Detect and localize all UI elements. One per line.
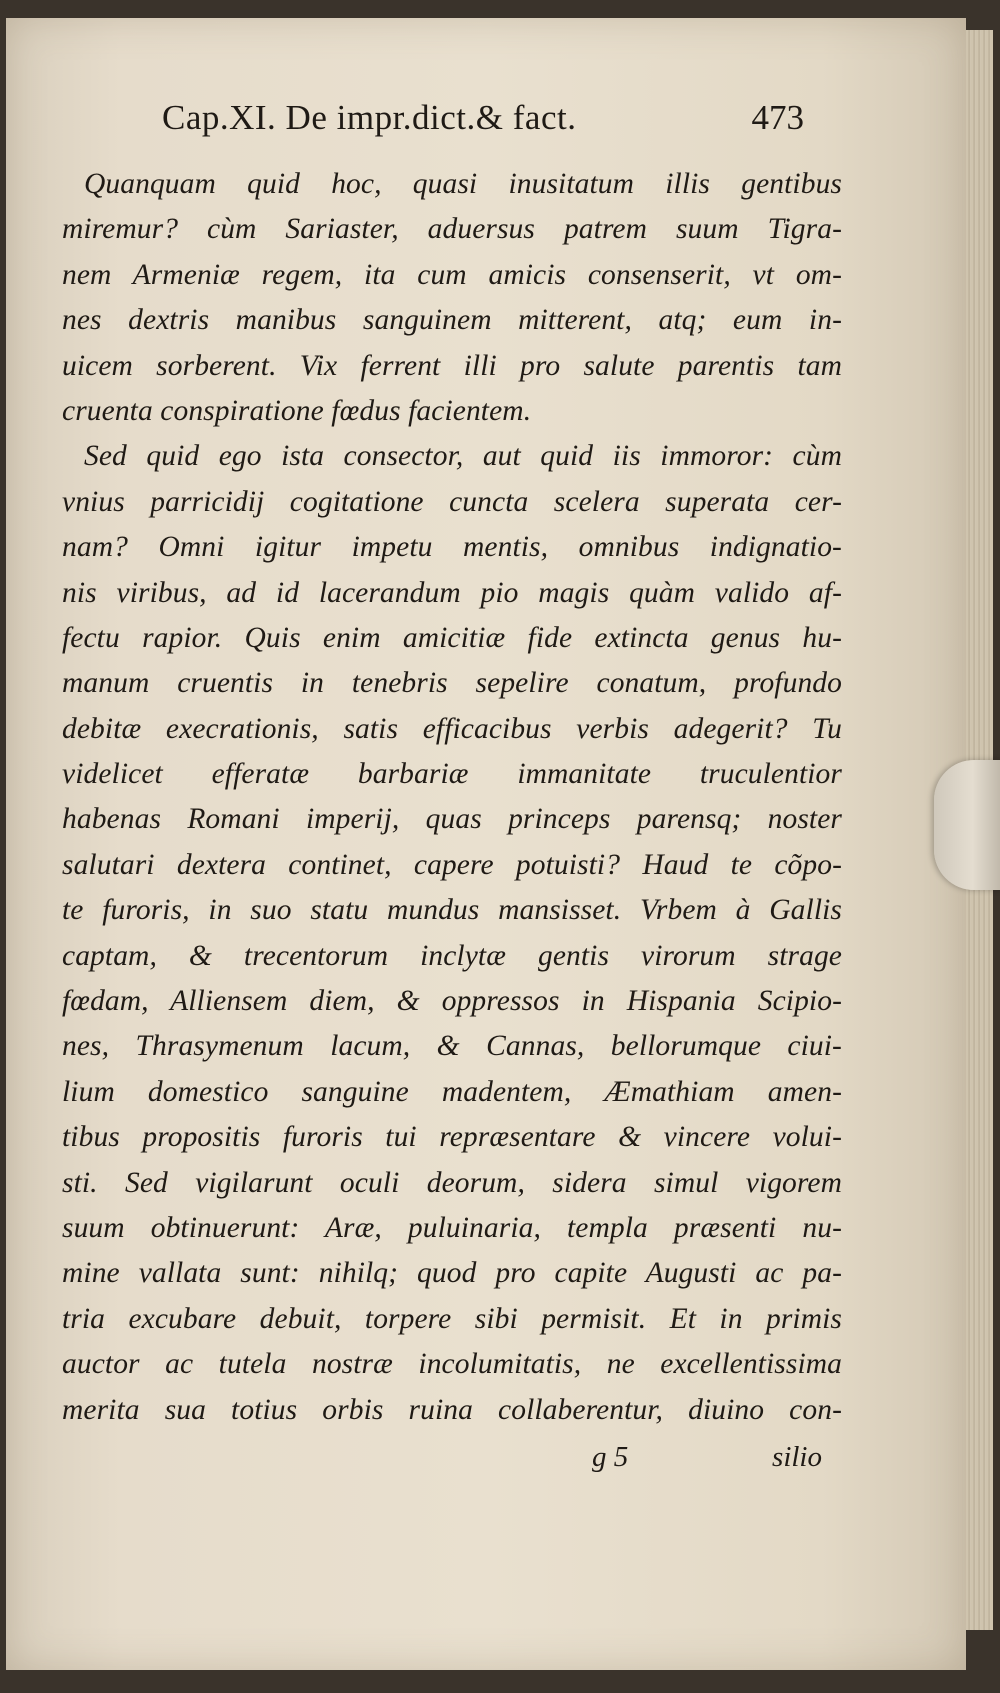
text-line: debitæ execrationis, satis efficacibus verbis adegerit? Tu	[62, 712, 842, 745]
catchword: silio	[772, 1440, 822, 1473]
text-line: uicem sorberent. Vix ferrent illi pro salute parentis tam	[62, 349, 842, 382]
text-line: nes dextris manibus sanguinem mitterent, atq; eum in-	[62, 304, 842, 337]
text-block	[62, 98, 842, 1485]
text-line: nes, Thrasymenum lacum, & Cannas, bellorumque ciui-	[62, 1030, 842, 1063]
text-line: lium domestico sanguine madentem, Æmathiam amen-	[62, 1075, 842, 1108]
text-line: Sed quid ego ista consector, aut quid iis immoror: cùm	[84, 440, 842, 473]
text-line: manum cruentis in tenebris sepelire conatum, profundo	[62, 667, 842, 700]
text-line: auctor ac tutela nostræ incolumitatis, ne excellentissima	[62, 1348, 842, 1381]
text-line: merita sua totius orbis ruina collaberentur, diuino con-	[62, 1393, 842, 1426]
text-line: fectu rapior. Quis enim amicitiæ fide extincta genus hu-	[62, 621, 842, 654]
signature-mark: g 5	[592, 1440, 629, 1473]
running-head-title: Cap.XI. De impr.dict.& fact.	[162, 98, 577, 137]
text-line: fœdam, Alliensem diem, & oppressos in Hispania Scipio-	[62, 985, 842, 1018]
text-line: sti. Sed vigilarunt oculi deorum, sidera simul vigorem	[62, 1166, 842, 1199]
catch-line	[62, 1441, 842, 1485]
text-line: miremur? cùm Sariaster, aduersus patrem suum Tigra-	[62, 213, 842, 246]
text-line: tria excubare debuit, torpere sibi permisit. Et in primis	[62, 1302, 842, 1335]
text-line: cruenta conspiratione fœdus facientem.	[62, 394, 532, 427]
text-line: captam, & trecentorum inclytæ gentis virorum strage	[62, 939, 842, 972]
text-line: suum obtinuerunt: Aræ, puluinaria, templa præsenti nu-	[62, 1211, 842, 1244]
text-line: nam? Omni igitur impetu mentis, omnibus indignatio-	[62, 531, 842, 564]
body-text	[62, 162, 842, 1433]
text-line: salutari dextera continet, capere potuisti? Haud te cõpo-	[62, 848, 842, 881]
text-line: nis viribus, ad id lacerandum pio magis quàm valido af-	[62, 576, 842, 609]
text-line: tibus propositis furoris tui repræsentare & vincere volui-	[62, 1121, 842, 1154]
page-number: 473	[751, 98, 804, 137]
text-line: vnius parricidij cogitatione cuncta scelera superata cer-	[62, 485, 842, 518]
text-line: te furoris, in suo statu mundus mansisset. Vrbem à Gallis	[62, 894, 842, 927]
text-line: habenas Romani imperij, quas princeps parensq; noster	[62, 803, 842, 836]
text-line: mine vallata sunt: nihilq; quod pro capite Augusti ac pa-	[62, 1257, 842, 1290]
text-line: nem Armeniæ regem, ita cum amicis consenserit, vt om-	[62, 258, 842, 291]
running-head	[62, 98, 842, 158]
book-clip	[934, 760, 1000, 890]
text-line: Quanquam quid hoc, quasi inusitatum illis gentibus	[84, 168, 842, 200]
text-line: videlicet efferatæ barbariæ immanitate truculentior	[62, 758, 842, 791]
